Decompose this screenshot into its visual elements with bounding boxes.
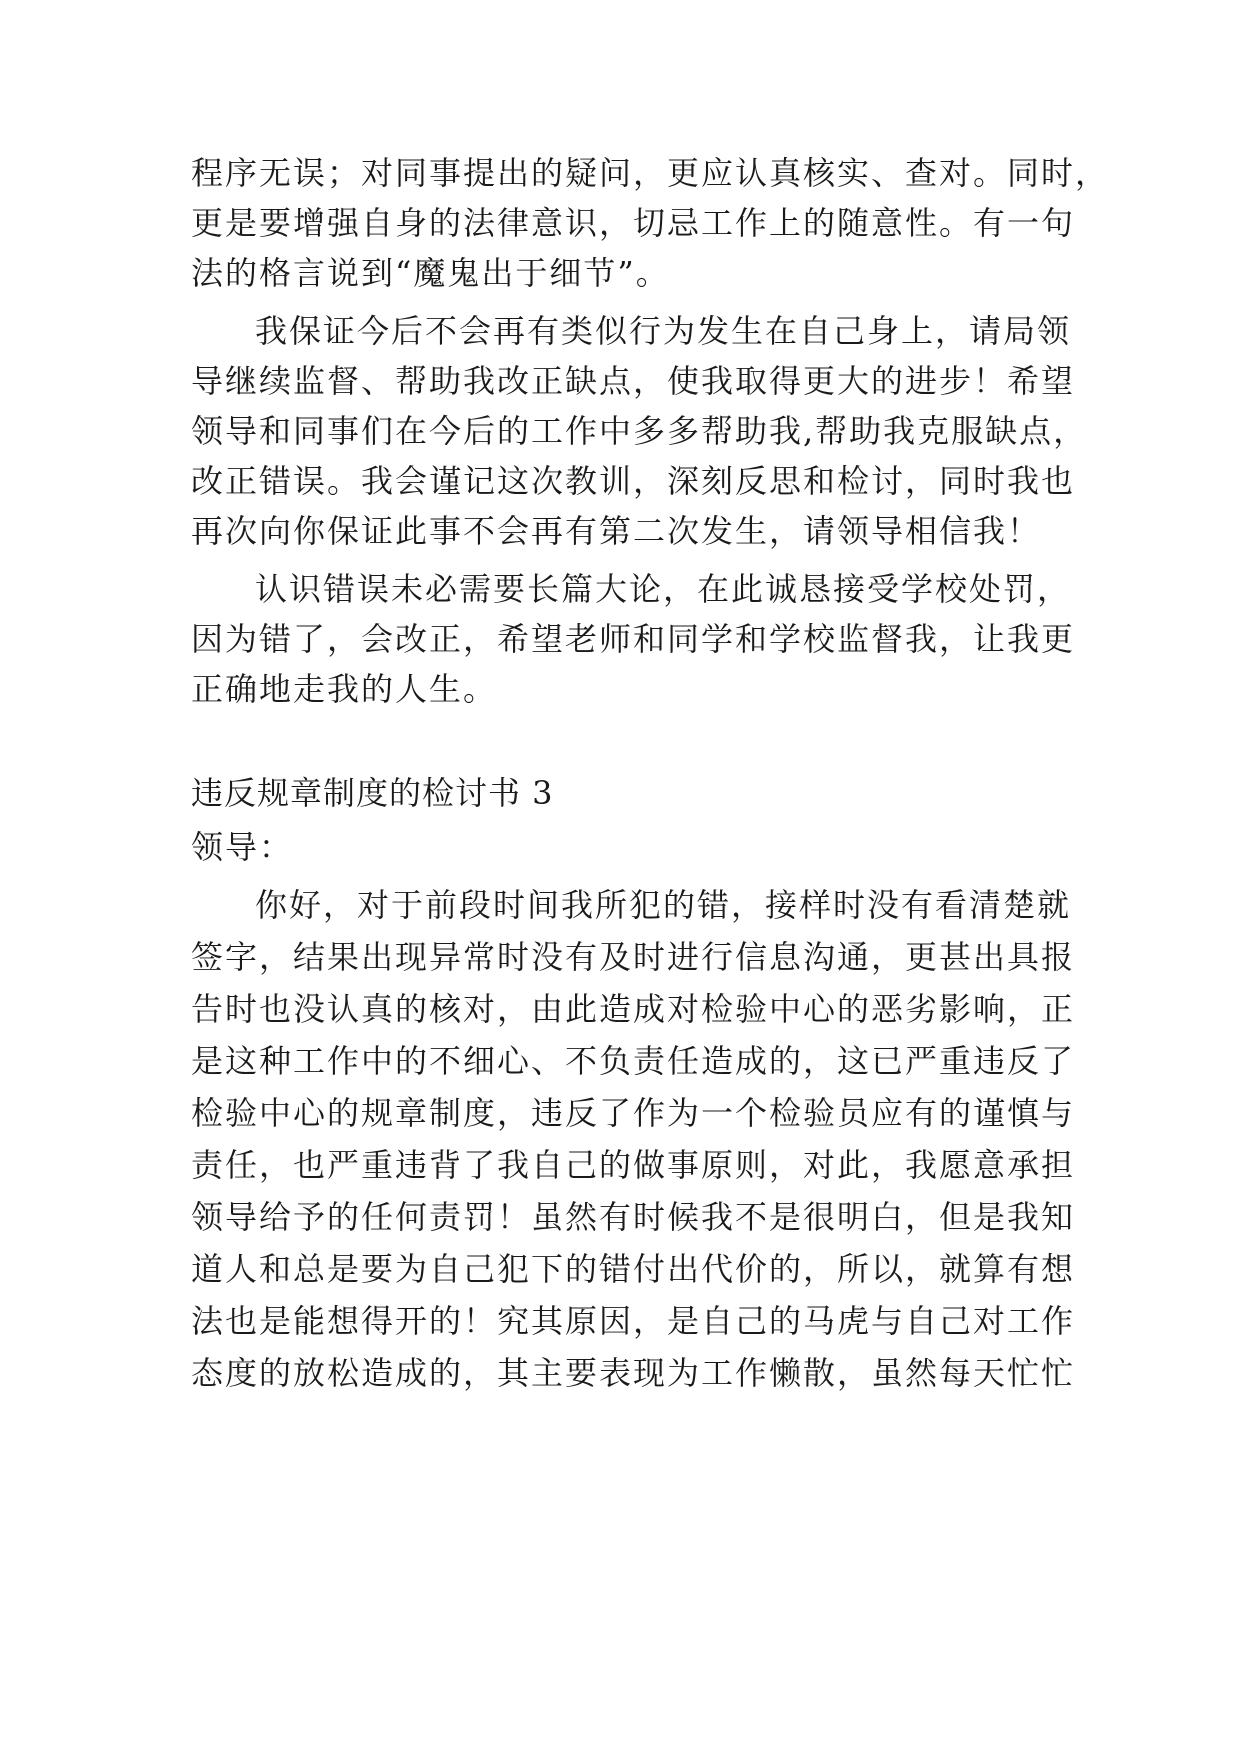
paragraph-line: 签字，结果出现异常时没有及时进行信息沟通，更甚出具报 [191, 938, 1076, 976]
paragraph-line: 告时也没认真的核对，由此造成对检验中心的恶劣影响，正 [191, 990, 1076, 1028]
paragraph-line: 认识错误未必需要长篇大论，在此诚恳接受学校处罚， [255, 570, 1072, 608]
paragraph-line: 是这种工作中的不细心、不负责任造成的，这已严重违反了 [191, 1042, 1076, 1080]
paragraph-line: 因为错了，会改正，希望老师和同学和学校监督我，让我更 [191, 620, 1076, 658]
section-title: 违反规章制度的检讨书 3 [191, 774, 554, 812]
paragraph-line: 程序无误；对同事提出的疑问，更应认真核实、查对。同时， [191, 154, 1110, 192]
paragraph-line: 导继续监督、帮助我改正缺点，使我取得更大的进步！希望 [191, 362, 1076, 400]
paragraph-line: 法的格言说到“魔鬼出于细节”。 [191, 254, 670, 292]
paragraph-line: 道人和总是要为自己犯下的错付出代价的，所以，就算有想 [191, 1250, 1076, 1288]
paragraph-line: 领导给予的任何责罚！虽然有时候我不是很明白，但是我知 [191, 1198, 1076, 1236]
paragraph-line: 责任，也严重违背了我自己的做事原则，对此，我愿意承担 [191, 1146, 1076, 1184]
paragraph-line: 检验中心的规章制度，违反了作为一个检验员应有的谨慎与 [191, 1094, 1076, 1132]
paragraph-line: 领导和同事们在今后的工作中多多帮助我,帮助我克服缺点， [191, 412, 1088, 450]
paragraph-line: 正确地走我的人生。 [191, 670, 498, 708]
paragraph-line: 法也是能想得开的！究其原因，是自己的马虎与自己对工作 [191, 1302, 1076, 1340]
paragraph-line: 态度的放松造成的，其主要表现为工作懒散，虽然每天忙忙 [191, 1354, 1076, 1392]
paragraph-line: 改正错误。我会谨记这次教训，深刻反思和检讨，同时我也 [191, 462, 1076, 500]
salutation: 领导： [191, 828, 294, 866]
paragraph-line: 你好，对于前段时间我所犯的错，接样时没有看清楚就 [255, 886, 1072, 924]
paragraph-line: 再次向你保证此事不会再有第二次发生，请领导相信我！ [191, 512, 1042, 550]
paragraph-line: 我保证今后不会再有类似行为发生在自己身上，请局领 [255, 312, 1072, 350]
paragraph-line: 更是要增强自身的法律意识，切忌工作上的随意性。有一句 [191, 204, 1076, 242]
